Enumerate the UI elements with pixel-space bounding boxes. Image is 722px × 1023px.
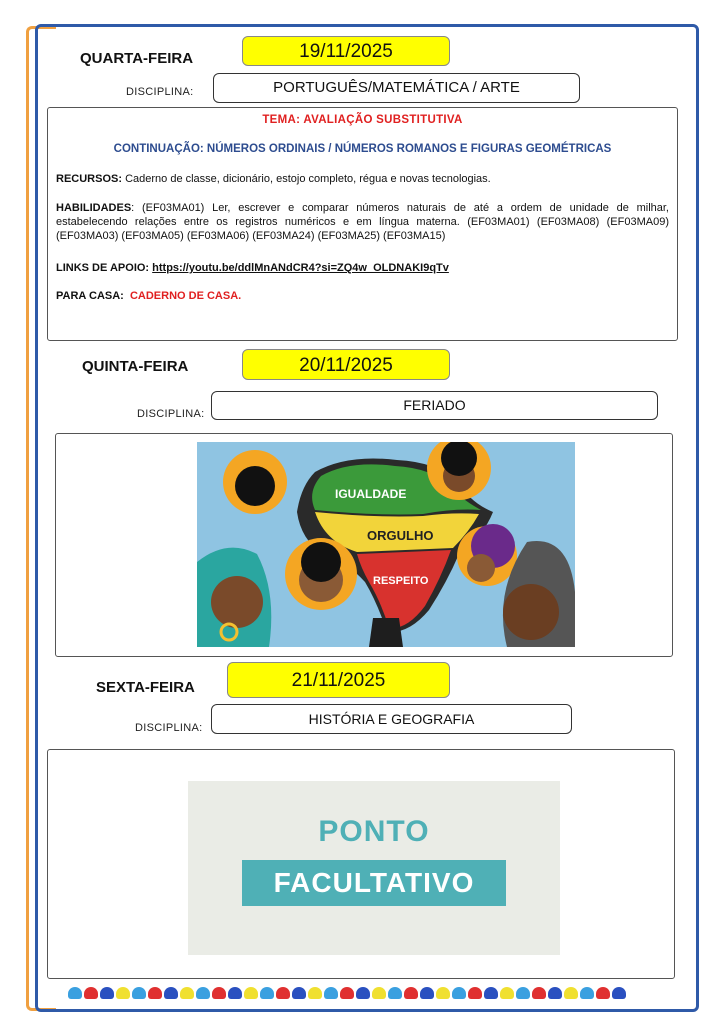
lesson-skills <box>56 201 669 243</box>
image-panel-friday <box>47 749 675 979</box>
holiday-banner <box>188 781 560 955</box>
poster-word-pride: ORGULHO <box>367 528 434 543</box>
support-video-link[interactable]: https://youtu.be/ddlMnANdCR4?si=ZQ4w_OLDNAKI9qTv <box>152 262 449 274</box>
discipline-thursday: FERIADO <box>211 391 658 420</box>
discipline-label: DISCIPLINA: <box>126 86 194 98</box>
homework-text: CADERNO DE CASA. <box>129 290 242 302</box>
banner-line-2: FACULTATIVO <box>242 860 506 906</box>
homework <box>56 289 669 303</box>
resources-text: Caderno de classe, dicionário, estojo completo, régua e novas tecnologias. <box>122 173 491 185</box>
lesson-theme: TEMA: AVALIAÇÃO SUBSTITUTIVA <box>262 114 463 126</box>
image-panel-thursday <box>55 433 673 657</box>
homework-label: PARA CASA: <box>56 290 124 302</box>
date-wednesday: 19/11/2025 <box>242 36 450 66</box>
links-label: LINKS DE APOIO: <box>56 262 150 274</box>
lesson-panel-wednesday <box>47 107 678 341</box>
weekday-thursday: QUINTA-FEIRA <box>82 358 189 375</box>
consciencia-negra-poster <box>197 442 575 647</box>
discipline-wednesday: PORTUGUÊS/MATEMÁTICA / ARTE <box>213 73 580 103</box>
discipline-label: DISCIPLINA: <box>135 722 203 734</box>
weekday-wednesday: QUARTA-FEIRA <box>80 50 194 67</box>
decorative-hands-border <box>68 986 668 1000</box>
discipline-friday: HISTÓRIA E GEOGRAFIA <box>211 704 572 734</box>
lesson-continuation: CONTINUAÇÃO: NÚMEROS ORDINAIS / NÚMEROS ROMANOS E FIGURAS GEOMÉTRICAS <box>113 143 612 155</box>
discipline-label: DISCIPLINA: <box>137 408 205 420</box>
date-friday: 21/11/2025 <box>227 662 450 698</box>
skills-label: HABILIDADES <box>56 202 132 214</box>
poster-word-equality: IGUALDADE <box>335 487 407 501</box>
poster-word-respect: RESPEITO <box>373 575 429 587</box>
skills-text: : (EF03MA01) Ler, escrever e comparar números naturais de até a ordem de unidade de milhar, estabelecendo relações entre os registros numéricos e em língua materna. (EF03MA01) (EF03MA08) (EF03MA09) (EF03MA03) (EF03MA05) (EF03MA06) (EF03MA24) (EF03MA25) (EF03MA15) <box>56 202 669 242</box>
support-links <box>56 261 669 275</box>
banner-line-1: PONTO <box>318 815 430 848</box>
weekday-friday: SEXTA-FEIRA <box>96 679 195 696</box>
resources-label: RECURSOS: <box>56 173 123 185</box>
lesson-resources <box>56 172 669 186</box>
date-thursday: 20/11/2025 <box>242 349 450 380</box>
